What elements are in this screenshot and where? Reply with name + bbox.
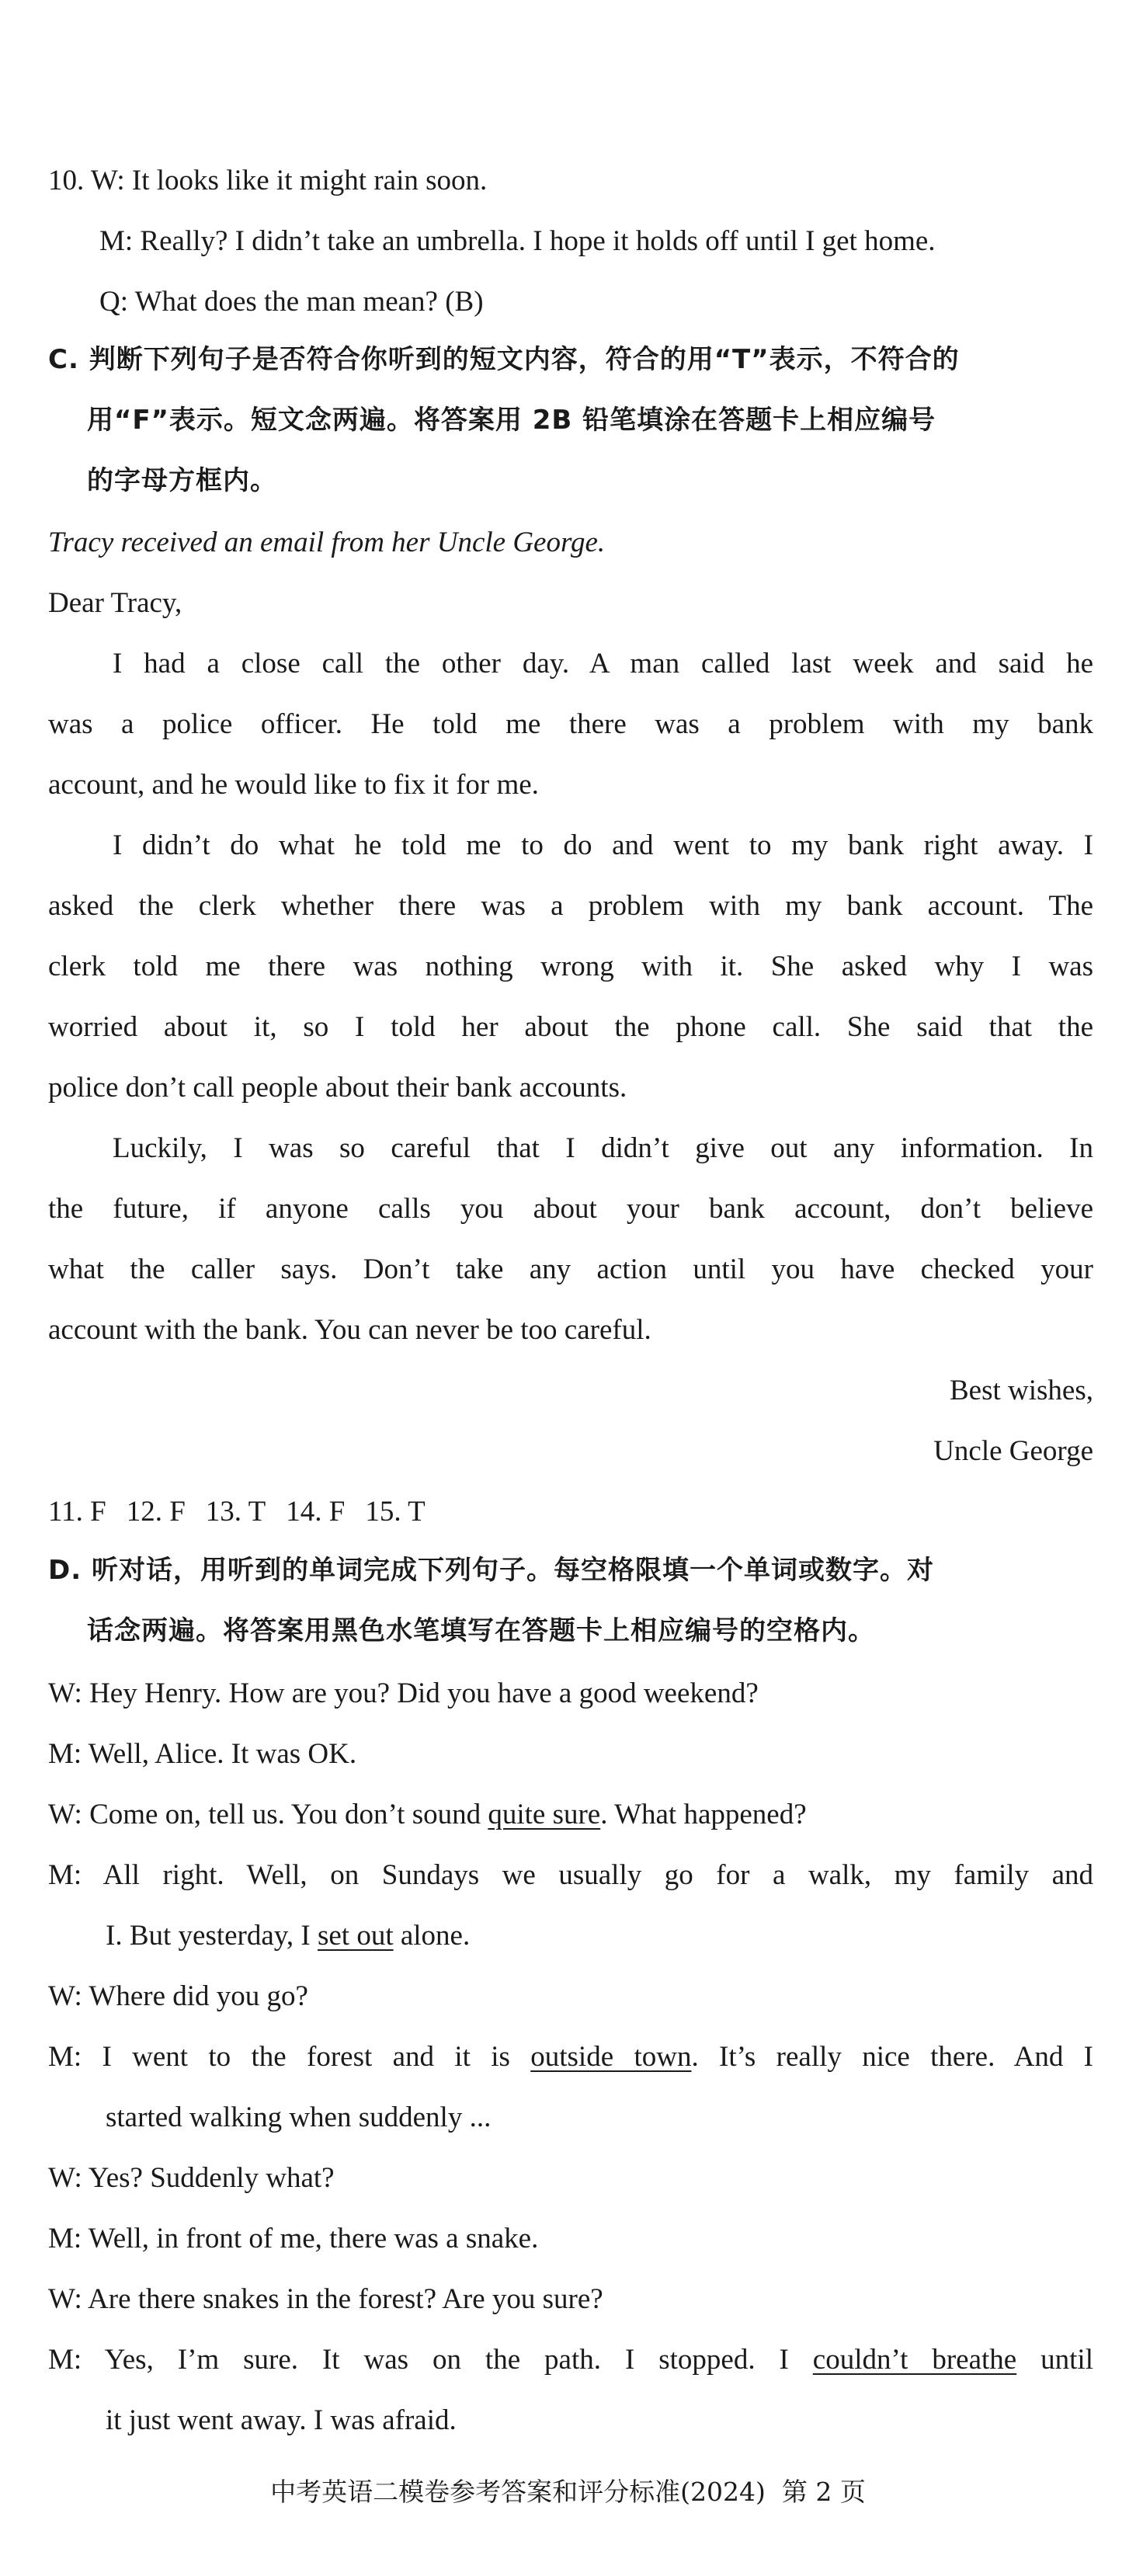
dialogue-line-6-pre: M: I went to the forest and it is [48,2041,531,2073]
section-c-instruction-line-3: 的字母方框内。 [87,465,277,496]
dialogue-line-10-continued: it just went away. I was afraid. [106,2404,457,2436]
page-footer [0,2479,1136,2505]
dialogue-line-10-post: until [1016,2344,1093,2376]
dialogue-line-6-continued: started walking when suddenly ... [106,2101,492,2133]
dialogue-line-1: W: Hey Henry. How are you? Did you have a good weekend? [48,1677,759,1709]
email-closing: Best wishes, [950,1375,1093,1406]
blank-answer-couldnt-breathe: couldn’t breathe [812,2344,1017,2376]
dialogue-line-5: W: Where did you go? [48,1980,308,2012]
dialogue-line-10-pre: M: Yes, I’m sure. It was on the path. I stopped. I [48,2344,813,2376]
email-paragraph-3-line-2: the future, if anyone calls you about your bank account, don’t believe [48,1193,1093,1225]
email-paragraph-2-line-3: clerk told me there was nothing wrong with it. She asked why I was [48,951,1093,982]
email-signature: Uncle George [933,1435,1093,1467]
email-paragraph-2-line-5: police don’t call people about their bank accounts. [48,1072,627,1104]
dialogue-line-6-post: . It’s really nice there. And I [691,2041,1094,2073]
email-paragraph-3-line-1: Luckily, I was so careful that I didn’t give out any information. In [113,1132,1093,1164]
footer-title: 中考英语二模卷参考答案和评分标准(2024) [270,2477,766,2507]
blank-answer-outside-town: outside town [530,2041,692,2073]
q10-woman-line: 10. W: It looks like it might rain soon. [48,165,488,196]
dialogue-line-8: M: Well, in front of me, there was a snake. [48,2223,539,2254]
section-d-instruction-line-1: D. 听对话，用听到的单词完成下列句子。每空格限填一个单词或数字。对 [48,1555,934,1586]
email-paragraph-2-line-2: asked the clerk whether there was a problem with my bank account. The [48,890,1093,922]
dialogue-line-9: W: Are there snakes in the forest? Are you sure? [48,2283,603,2315]
email-paragraph-1-line-3: account, and he would like to fix it for me. [48,769,539,801]
answer-12: 12. F [126,1496,186,1528]
answer-13: 13. T [205,1496,266,1528]
email-paragraph-2-line-4: worried about it, so I told her about the phone call. She said that the [48,1011,1093,1043]
dialogue-line-3-post: . What happened? [600,1799,807,1830]
answer-14: 14. F [286,1496,346,1528]
dialogue-line-7: W: Yes? Suddenly what? [48,2162,335,2194]
email-paragraph-2-line-1: I didn’t do what he told me to do and went to my bank right away. I [113,829,1093,861]
email-paragraph-3-line-3: what the caller says. Don’t take any action until you have checked your [48,1253,1093,1285]
answer-11: 11. F [48,1496,106,1528]
email-paragraph-1-line-1: I had a close call the other day. A man called last week and said he [113,648,1093,680]
dialogue-line-10 [48,2345,1093,2374]
section-c-instruction-line-1: C. 判断下列句子是否符合你听到的短文内容，符合的用“T”表示，不符合的 [48,344,960,375]
dialogue-line-4: M: All right. Well, on Sundays we usually go for a walk, my family and [48,1859,1093,1891]
blank-answer-set-out: set out [317,1920,394,1952]
dialogue-line-4-pre: I. But yesterday, I [106,1920,318,1952]
answer-15: 15. T [365,1496,426,1528]
footer-page-number: 第 2 页 [781,2477,866,2507]
email-paragraph-3-line-4: account with the bank. You can never be too careful. [48,1314,651,1346]
q10-man-line: M: Really? I didn’t take an umbrella. I hope it holds off until I get home. [99,225,936,257]
dialogue-line-2: M: Well, Alice. It was OK. [48,1738,357,1770]
dialogue-line-6 [48,2042,1093,2071]
dialogue-line-4-continued [106,1921,1136,1950]
q10-question-line: Q: What does the man mean? (B) [99,286,484,318]
email-greeting: Dear Tracy, [48,587,182,619]
section-d-instruction-line-2: 话念两遍。将答案用黑色水笔填写在答题卡上相应编号的空格内。 [87,1615,875,1646]
blank-answer-quite-sure: quite sure [488,1799,601,1830]
section-c-instruction-line-2: 用“F”表示。短文念两遍。将答案用 2B 铅笔填涂在答题卡上相应编号 [87,405,936,436]
dialogue-line-4-post: alone. [393,1920,471,1952]
section-c-answers [48,1497,1136,1526]
email-paragraph-1-line-2: was a police officer. He told me there was a problem with my bank [48,708,1093,740]
dialogue-line-3 [48,1800,1136,1829]
email-intro: Tracy received an email from her Uncle George. [48,527,606,558]
dialogue-line-3-pre: W: Come on, tell us. You don’t sound [48,1799,488,1830]
